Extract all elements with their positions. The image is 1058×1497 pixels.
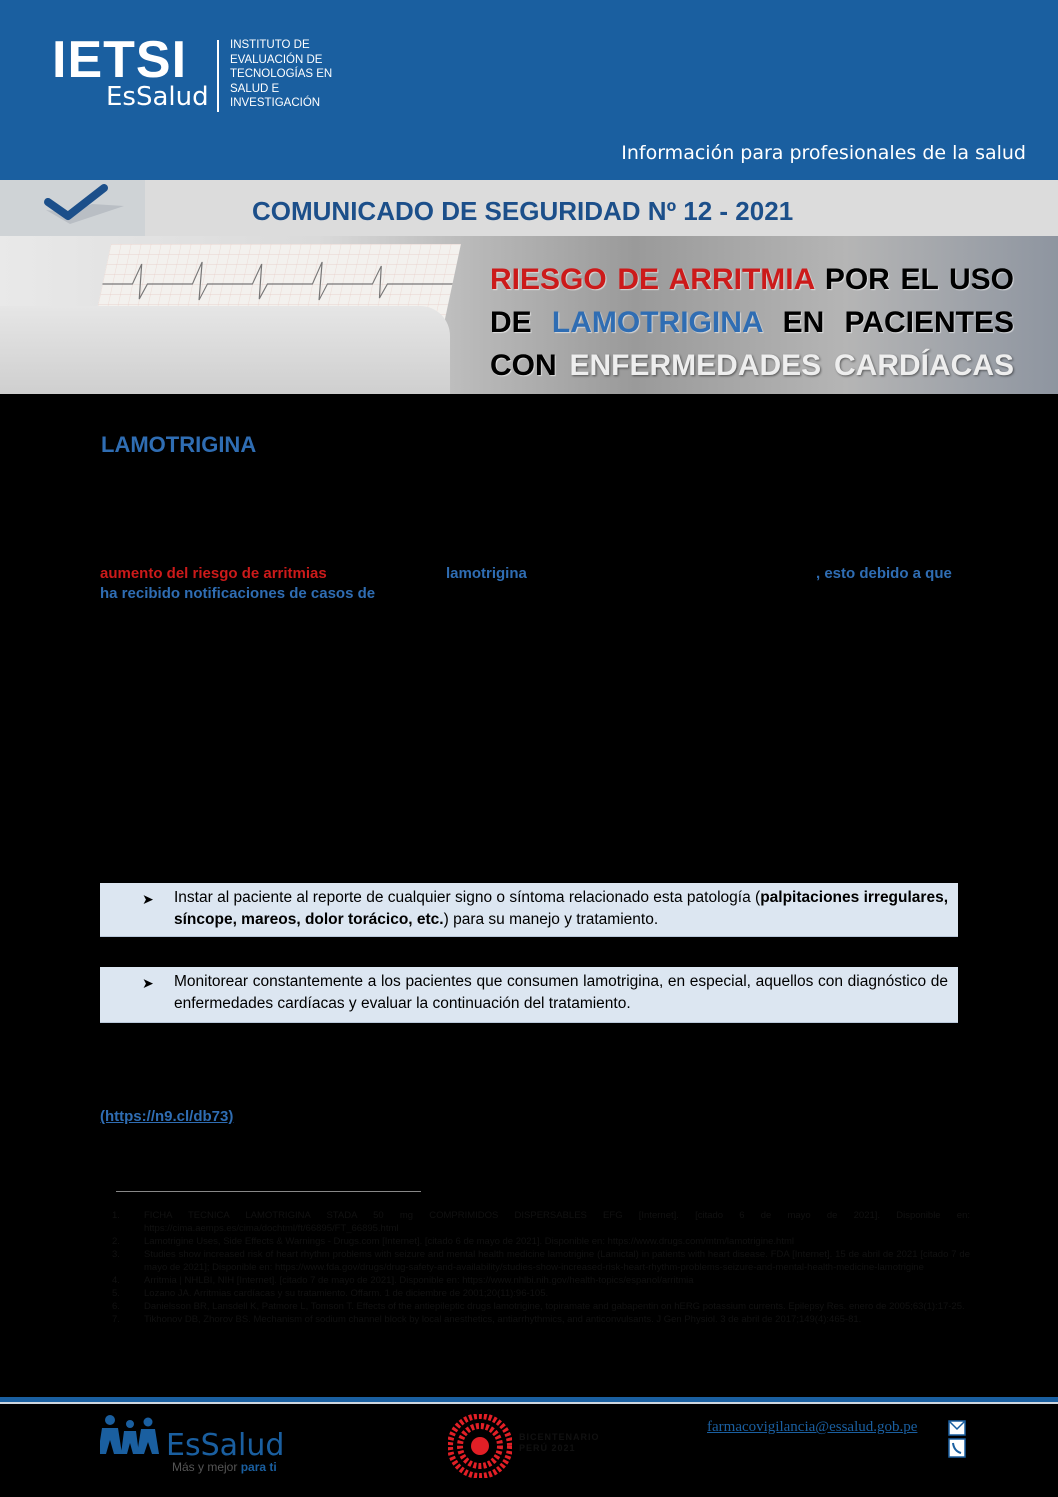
logo-subtitle-line: TECNOLOGÍAS EN	[230, 68, 333, 80]
bicentenario-emblem-icon	[448, 1414, 512, 1478]
reason-phrase: , esto debido a que	[816, 565, 952, 582]
essalud-tagline: Más y mejor para ti	[172, 1460, 277, 1474]
bicentenario-label: BICENTENARIO PERÚ 2021	[519, 1432, 600, 1453]
footnote-divider	[116, 1191, 421, 1192]
ietsi-logo: IETSI	[52, 31, 188, 89]
title-check-area	[0, 180, 145, 236]
drug-heading: LAMOTRIGINA	[101, 432, 257, 457]
logo-subtitle-line: INVESTIGACIÓN	[230, 97, 321, 109]
reference-item: 3. Studies show increased risk of heart rhythm problems with seizure and mental health medicine lamotrigine (Lamictal) in patients with heart disease. FDA [Internet]. 15 de abril de 2021 [citado 7 de mayo de 2021]; Disponible en: https://www.fda.gov/drugs/drug-safety-and-availability/studies-show-increased-risk-heart-rhythm-problems-seizure-and-mental-health-medicine-lamotrigine	[112, 1249, 970, 1273]
banner-headline-text: POR EL USO DE	[490, 263, 1014, 339]
banner-headline-condition: ENFERMEDADES CARDÍACAS	[569, 349, 1014, 382]
reference-item: 5. Lozano JA. Arritmias cardíacas y su tratamiento. Offarm. 1 de diciembre de 2001;20(11):96-105.	[112, 1288, 549, 1299]
reference-item: 2. Lamotrigine Uses, Side Effects & Warnings - Drugs.com [Internet]. [citado 6 de mayo de 2021]. Disponible en: https://www.drugs.com/mtm/lamotrigine.html	[112, 1236, 794, 1247]
essalud-family-icon	[100, 1414, 164, 1458]
essalud-logo: EsSalud	[166, 1428, 285, 1463]
recommendation-box	[100, 883, 958, 937]
banner-headline-drug: LAMOTRIGINA	[551, 306, 763, 339]
notifications-phrase: ha recibido notificaciones de casos de	[100, 585, 376, 602]
references-list	[112, 1209, 970, 1326]
reference-item: 4. Arritmia | NHLBI, NIH [Internet]. [citado 7 de mayo de 2021]. Disponible en: https://www.nhlbi.nih.gov/health-topics/espanol/arritmia	[112, 1275, 694, 1286]
arrow-bullet-icon: ➤	[142, 975, 154, 991]
banner-headline-text: EN PACIENTES CON	[490, 306, 1014, 382]
ietsi-logo-org: EsSalud	[106, 82, 209, 112]
reference-item: 7. Tikhonov DB, Zhorov BS. Mechanism of sodium channel block by local anesthetics, antiarrhythmics, and anticonvulsants. J Gen Physiol. 3 de abril de 2017;149(4):465-81.	[112, 1314, 862, 1325]
reference-item: 1. FICHA TECNICA LAMOTRIGINA STADA 50 mg COMPRIMIDOS DISPERSABLES EFG [Internet]. [citado 6 de mayo de 2021]. Disponible en: https://cima.aemps.es/cima/dochtml/ft/66895/FT_66895.html	[112, 1210, 970, 1234]
contact-email-link[interactable]: farmacovigilancia@essalud.gob.pe	[707, 1419, 918, 1435]
logo-subtitle-line: EVALUACIÓN DE	[230, 53, 323, 66]
logo-divider	[217, 40, 219, 112]
recommendation-text: Monitorear constantemente a los pacientes que consumen lamotrigina, en especial, aquellos con diagnóstico de enfermedades cardíacas y evaluar la continuación del tratamiento.	[174, 973, 948, 1012]
logo-subtitle-line: SALUD E	[230, 82, 280, 95]
header-tagline: Información para profesionales de la salud	[621, 142, 1026, 164]
reference-item: 6. Danielsson BR, Lansdell K, Patmore L, Tomson T. Effects of the antiepileptic drugs lamotrigine, topiramate and gabapentin on hERG potassium currents. Epilepsy Res. enero de 2005;63(1):17-25.	[112, 1301, 965, 1312]
mail-phone-icon	[948, 1420, 966, 1458]
drug-phrase: lamotrigina	[446, 565, 527, 582]
checkmark-icon	[0, 180, 145, 236]
logo-subtitle-line: INSTITUTO DE	[230, 39, 310, 51]
risk-phrase: aumento del riesgo de arritmias	[100, 565, 327, 582]
banner-headline	[490, 258, 1014, 387]
ecg-machine	[0, 306, 450, 394]
logo-subtitle	[230, 38, 332, 111]
page-title: COMUNICADO DE SEGURIDAD Nº 12 - 2021	[252, 196, 794, 226]
recommendation-box	[100, 967, 958, 1023]
footer-rule-secondary	[0, 1402, 1058, 1404]
reference-link[interactable]: (https://n9.cl/db73)	[100, 1108, 234, 1125]
recommendation-text: Instar al paciente al reporte de cualquier signo o síntoma relacionado esta patología (palpitaciones irregulares, síncope, mareos, dolor torácico, etc.) para su manejo y tratamiento.	[174, 889, 949, 928]
arrow-bullet-icon: ➤	[142, 891, 154, 907]
banner-headline-risk: RIESGO DE ARRITMIA	[490, 263, 815, 296]
